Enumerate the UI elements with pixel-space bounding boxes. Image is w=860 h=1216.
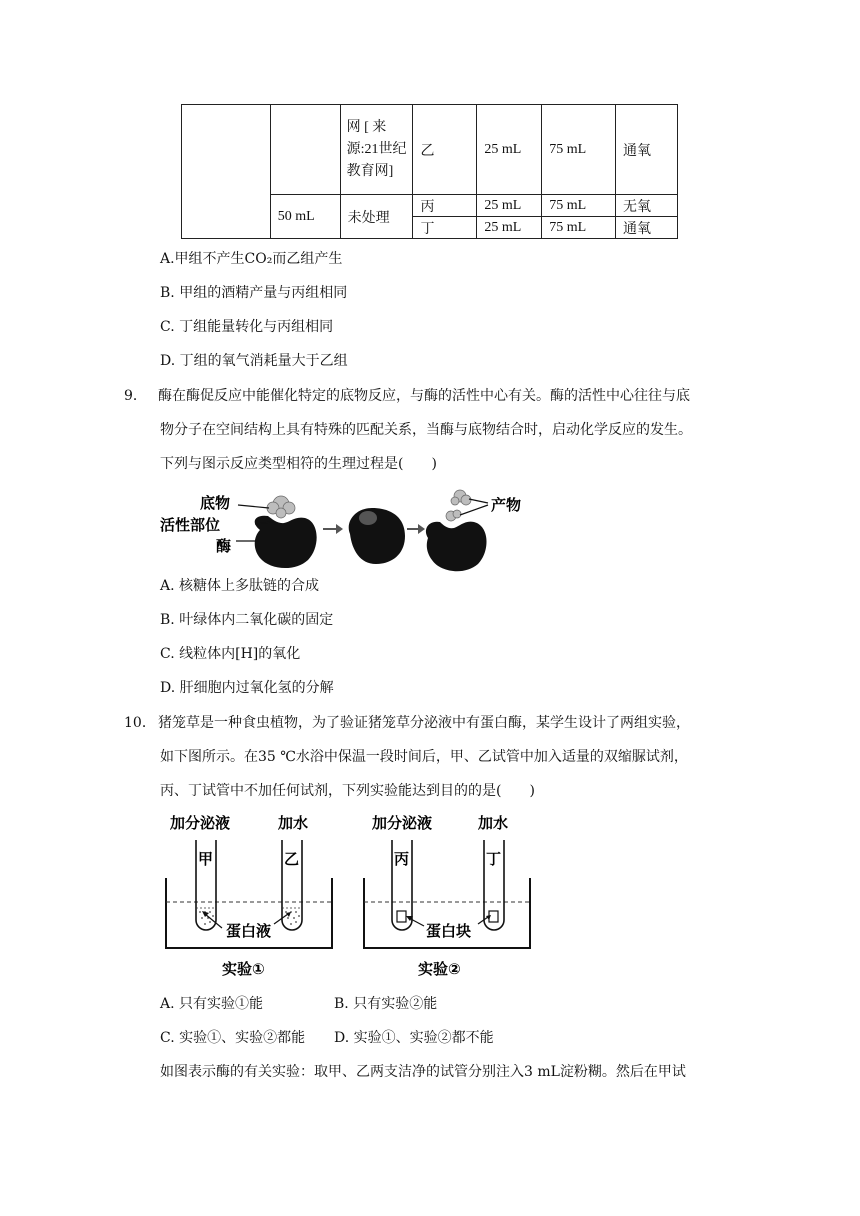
q10-number: 10． xyxy=(124,715,156,731)
q10-stem-line2: 如下图所示。在35 ℃水浴中保温一段时间后，甲、乙试管中加入适量的双缩脲试剂， xyxy=(160,749,688,765)
table-cell: 无氧 xyxy=(616,195,678,217)
table-cell: 25 mL xyxy=(477,217,542,239)
q10-option-c: C. 实验①、实验②都能 xyxy=(160,1030,306,1046)
label-active-site: 活性部位 xyxy=(160,516,221,534)
table-cell: 75 mL xyxy=(542,105,616,195)
table-cell: 网 [ 来源:21世纪教育网] xyxy=(340,105,413,195)
q9-stem-line3: 下列与图示反应类型相符的生理过程是( ) xyxy=(160,456,437,472)
q10-option-b: B. 只有实验②能 xyxy=(334,996,438,1012)
label-add-water-2: 加水 xyxy=(478,814,509,832)
table-cell: 未处理 xyxy=(340,195,413,239)
q8-option-c: C. 丁组能量转化与丙组相同 xyxy=(160,319,334,335)
q9-option-c: C. 线粒体内[H]的氧化 xyxy=(160,646,301,662)
table-cell: 25 mL xyxy=(477,105,542,195)
table-cell: 50 mL xyxy=(270,195,340,239)
label-protein-solution: 蛋白液 xyxy=(226,922,272,940)
table-cell: 通氧 xyxy=(616,217,678,239)
label-exp2: 实验② xyxy=(418,960,461,978)
next-question-intro: 如图表示酶的有关实验：取甲、乙两支洁净的试管分别注入3 mL淀粉糊。然后在甲试 xyxy=(160,1064,686,1080)
label-add-secretion-2: 加分泌液 xyxy=(372,814,433,832)
label-tube-b: 乙 xyxy=(284,850,300,868)
label-enzyme: 酶 xyxy=(216,537,232,555)
label-exp1: 实验① xyxy=(222,960,265,978)
q9-number: 9． xyxy=(124,388,147,404)
table-cell: 丁 xyxy=(413,217,477,239)
q10-option-d: D. 实验①、实验②都不能 xyxy=(334,1030,494,1046)
q9-option-b: B. 叶绿体内二氧化碳的固定 xyxy=(160,612,334,628)
table-cell: 乙 xyxy=(413,105,477,195)
table-cell: 丙 xyxy=(413,195,477,217)
label-tube-d: 丁 xyxy=(486,850,502,868)
q10-option-a: A. 只有实验①能 xyxy=(160,996,264,1012)
table-cell-empty xyxy=(270,105,340,195)
label-protein-block: 蛋白块 xyxy=(426,922,472,940)
table-cell-empty xyxy=(182,105,271,239)
q8-option-b: B. 甲组的酒精产量与丙组相同 xyxy=(160,285,348,301)
q10-stem-line3: 丙、丁试管中不加任何试剂，下列实验能达到目的的是( ) xyxy=(160,783,535,799)
label-substrate: 底物 xyxy=(200,494,231,512)
test-tube-figure xyxy=(160,812,540,982)
label-tube-a: 甲 xyxy=(198,850,214,868)
q9-stem-line1: 酶在酶促反应中能催化特定的底物反应，与酶的活性中心有关。酶的活性中心往往与底 xyxy=(158,388,690,404)
label-add-secretion-1: 加分泌液 xyxy=(170,814,231,832)
q10-stem-line1: 猪笼草是一种食虫植物，为了验证猪笼草分泌液中有蛋白酶，某学生设计了两组实验， xyxy=(158,715,690,731)
q9-option-d: D. 肝细胞内过氧化氢的分解 xyxy=(160,680,334,696)
q8-option-d: D. 丁组的氧气消耗量大于乙组 xyxy=(160,353,348,369)
q9-stem-line2: 物分子在空间结构上具有特殊的匹配关系，当酶与底物结合时，启动化学反应的发生。 xyxy=(160,422,692,438)
table-cell: 75 mL xyxy=(542,217,616,239)
label-add-water-1: 加水 xyxy=(278,814,309,832)
table-cell: 25 mL xyxy=(477,195,542,217)
table-cell: 75 mL xyxy=(542,195,616,217)
table-cell: 通氧 xyxy=(616,105,678,195)
q8-option-a: A.甲组不产生CO₂而乙组产生 xyxy=(160,251,343,267)
label-product: 产物 xyxy=(491,496,522,514)
enzyme-reaction-figure xyxy=(160,486,540,576)
q9-option-a: A. 核糖体上多肽链的合成 xyxy=(160,578,320,594)
experiment-table xyxy=(181,104,678,239)
label-tube-c: 丙 xyxy=(394,850,410,868)
